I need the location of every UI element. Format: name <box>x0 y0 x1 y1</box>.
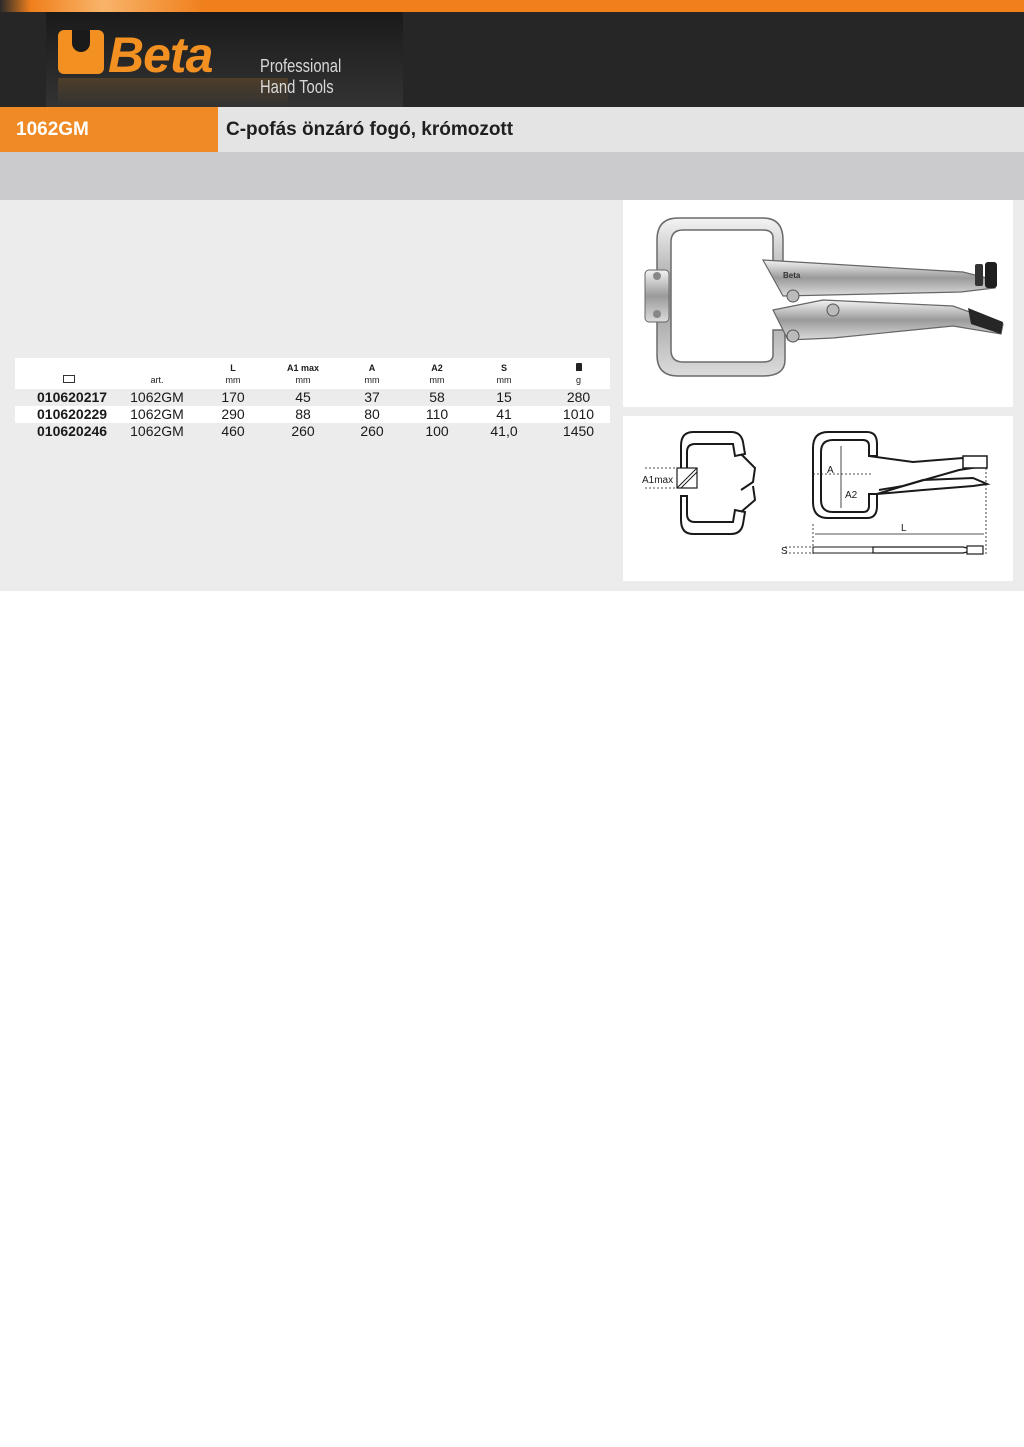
weight-icon <box>576 363 582 371</box>
top-orange-stripe <box>0 0 1024 12</box>
header-l: L mm <box>191 358 275 389</box>
label-a2: A2 <box>845 490 858 501</box>
label-l: L <box>901 523 907 534</box>
c-clamp-pliers-photo <box>623 200 1013 407</box>
product-title: C-pofás önzáró fogó, krómozott <box>226 119 514 140</box>
brand-name: Beta <box>108 27 213 83</box>
package-icon <box>63 375 75 383</box>
label-a: A <box>827 465 834 476</box>
brand-header <box>0 12 1024 107</box>
technical-drawing <box>623 416 1013 581</box>
product-photo <box>623 200 1013 407</box>
logo-reflection <box>58 78 288 106</box>
label-a1max: A1max <box>642 475 674 486</box>
label-s: S <box>781 546 788 557</box>
header-code <box>15 358 123 389</box>
product-code: 1062GM <box>0 107 218 152</box>
header-a: A mm <box>331 358 413 389</box>
header-a1max: A1 max mm <box>275 358 331 389</box>
header-weight: g <box>547 358 610 389</box>
table-row: 010620246 1062GM 460 260 260 100 41,0 1450 <box>37 423 595 439</box>
header-s: S mm <box>461 358 547 389</box>
dimension-diagram <box>623 416 1013 581</box>
beta-logo <box>46 12 403 107</box>
grey-band <box>0 152 1024 200</box>
table-header-row <box>15 358 610 389</box>
table-row: 010620229 1062GM 290 88 80 110 41 1010 <box>15 406 610 423</box>
wrench-emblem-icon <box>58 30 104 74</box>
brand-tagline: Professional Hand Tools <box>260 56 342 97</box>
spec-table <box>15 358 610 440</box>
plier-marking: Beta <box>783 271 801 280</box>
product-title-bar <box>0 107 1024 152</box>
header-a2: A2 mm <box>413 358 461 389</box>
table-row: 010620217 1062GM 170 45 37 58 15 280 <box>37 389 591 405</box>
header-art: art. <box>123 358 191 389</box>
